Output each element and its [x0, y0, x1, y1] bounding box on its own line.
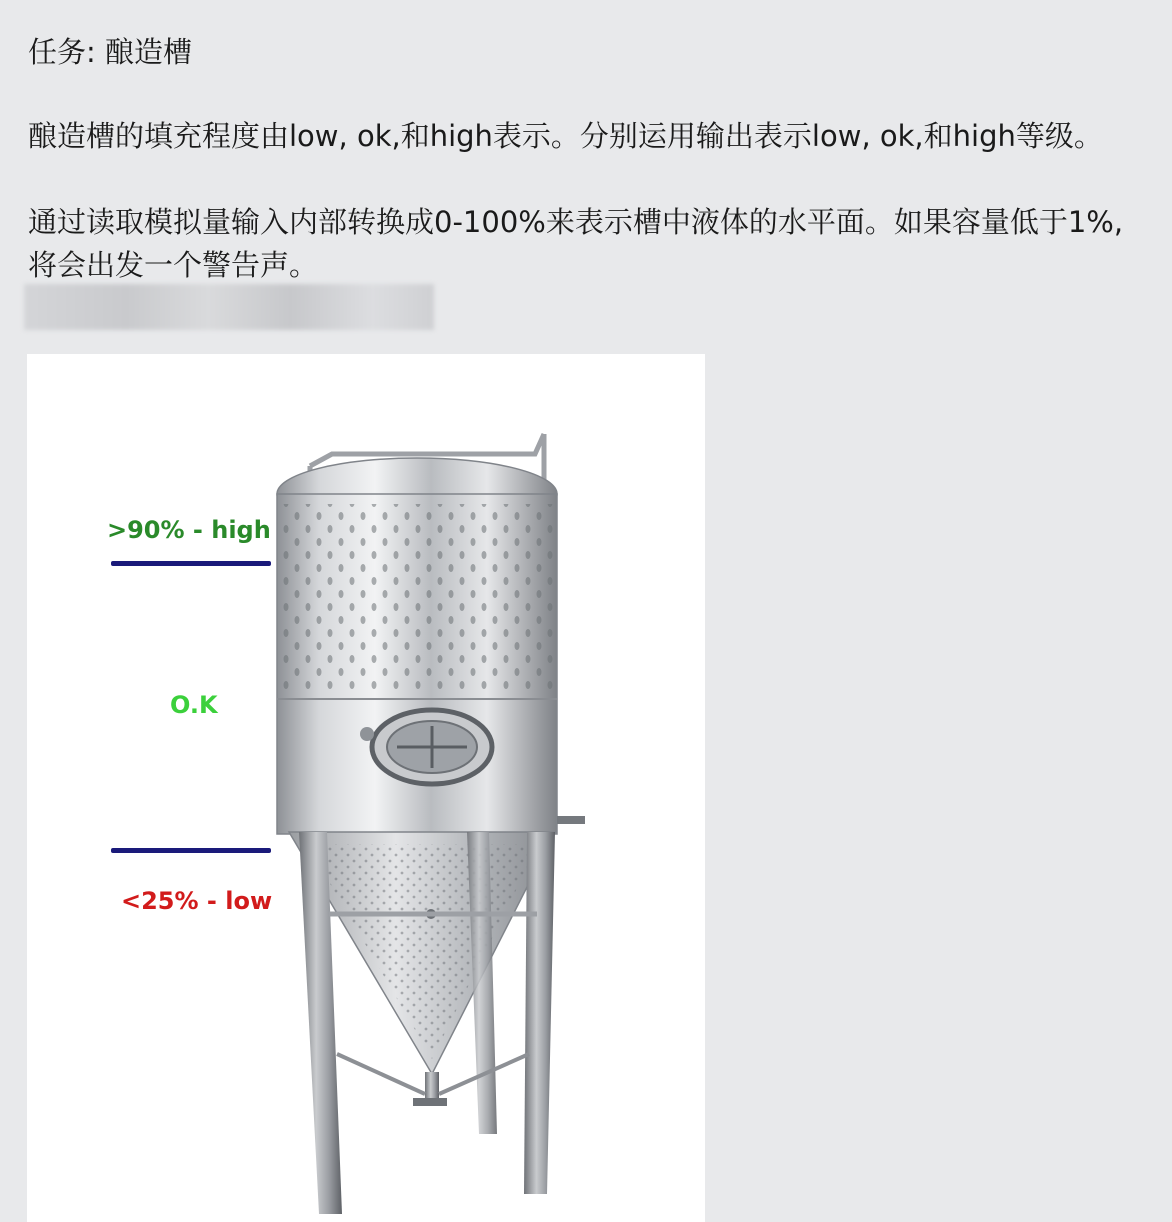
- high-level-line: [111, 561, 271, 566]
- fermentation-tank-illustration: [27, 354, 705, 1222]
- low-level-line: [111, 848, 271, 853]
- ok-level-label: O.K: [170, 691, 218, 719]
- high-level-label: >90% - high: [107, 516, 271, 544]
- description-paragraph-levels: 酿造槽的填充程度由low, ok,和high表示。分别运用输出表示low, ok,和high等级。: [28, 119, 1103, 153]
- redacted-text: [24, 284, 434, 330]
- tank-figure: [27, 354, 705, 1222]
- description-paragraph-analog: 通过读取模拟量输入内部转换成0-100%来表示槽中液体的水平面。如果容量低于1%,将会出发一个警告声。: [28, 205, 1124, 282]
- low-level-label: <25% - low: [121, 887, 273, 915]
- task-title: 任务: 酿造槽: [28, 35, 192, 69]
